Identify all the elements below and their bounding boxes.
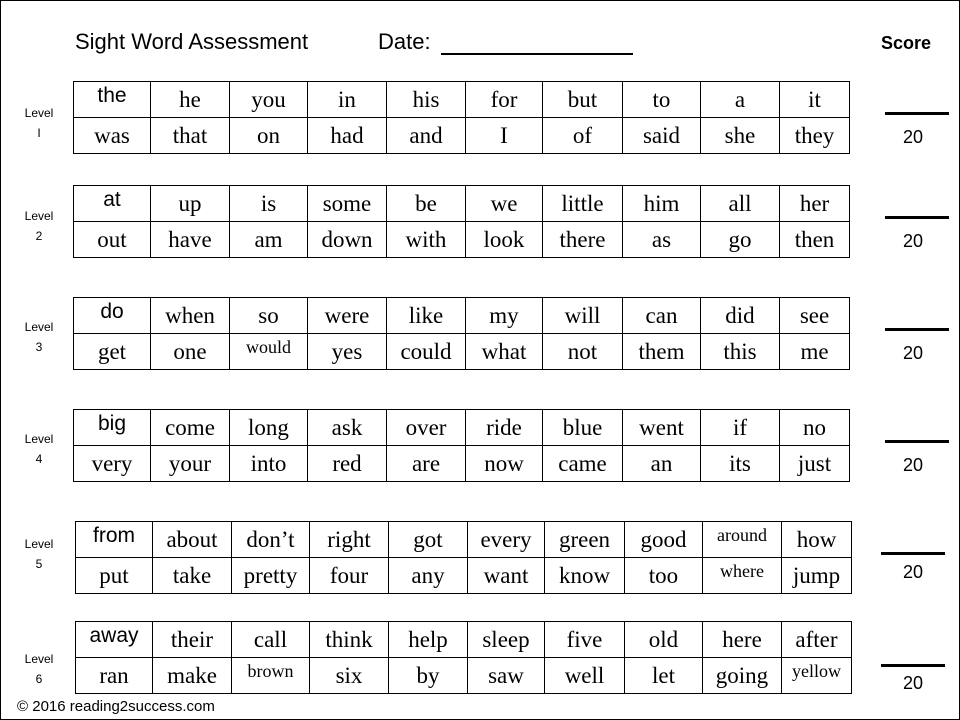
word-table (75, 621, 852, 694)
level-label-number: 2 (35, 229, 43, 243)
score-max: 20 (903, 127, 924, 147)
word-cell: any (389, 558, 468, 594)
table-row (74, 334, 850, 370)
word-cell: ran (76, 658, 153, 694)
word-cell: are (387, 446, 466, 482)
word-cell: if (701, 410, 780, 446)
word-cell: that (151, 118, 230, 154)
word-cell: every (468, 522, 545, 558)
word-cell: some (308, 186, 387, 222)
word-cell: me (780, 334, 850, 370)
score-blank-line (885, 328, 949, 331)
word-cell: good (625, 522, 703, 558)
word-cell: do (74, 298, 151, 334)
word-cell: to (623, 82, 701, 118)
word-cell: its (701, 446, 780, 482)
word-cell: make (153, 658, 232, 694)
word-cell: away (76, 622, 153, 658)
level-label-word: Level (24, 537, 54, 551)
word-cell: it (780, 82, 850, 118)
table-row (74, 298, 850, 334)
word-cell: just (780, 446, 850, 482)
level-label (21, 206, 57, 246)
word-cell: jump (782, 558, 852, 594)
level-label-number: 6 (35, 672, 43, 686)
word-cell: this (701, 334, 780, 370)
level-label-word: Level (24, 209, 54, 223)
word-cell: a (701, 82, 780, 118)
score-max: 20 (903, 673, 924, 693)
word-cell: them (623, 334, 701, 370)
word-cell: then (780, 222, 850, 258)
table-row (76, 622, 852, 658)
word-cell: were (308, 298, 387, 334)
level-label-word: Level (24, 652, 54, 666)
word-cell: an (623, 446, 701, 482)
word-cell: when (151, 298, 230, 334)
table-row (74, 446, 850, 482)
footer (17, 698, 215, 715)
score-max: 20 (903, 231, 924, 251)
level-label (21, 429, 57, 469)
word-cell: around (703, 522, 782, 558)
word-cell: think (310, 622, 389, 658)
word-cell: red (308, 446, 387, 482)
score-max: 20 (903, 343, 924, 363)
word-cell: on (230, 118, 308, 154)
word-cell: long (230, 410, 308, 446)
word-cell: brown (232, 658, 310, 694)
word-cell: call (232, 622, 310, 658)
word-cell: over (387, 410, 466, 446)
level-label-number: 4 (35, 452, 43, 466)
word-cell: they (780, 118, 850, 154)
level-label (21, 103, 57, 143)
word-cell: out (74, 222, 151, 258)
word-cell: in (308, 82, 387, 118)
score-blank-line (881, 552, 945, 555)
word-cell: I (466, 118, 543, 154)
score-blank-line (885, 112, 949, 115)
level-label-number: 3 (35, 340, 43, 354)
word-cell: but (543, 82, 623, 118)
level-label-word: Level (24, 320, 54, 334)
word-cell: would (230, 334, 308, 370)
level-label (21, 534, 57, 574)
word-cell: want (468, 558, 545, 594)
level-label-word: Level (24, 432, 54, 446)
word-cell: their (153, 622, 232, 658)
word-cell: after (782, 622, 852, 658)
word-cell: sleep (468, 622, 545, 658)
word-cell: up (151, 186, 230, 222)
level-label-number: 5 (35, 557, 43, 571)
level-label-number: I (37, 126, 41, 140)
word-cell: had (308, 118, 387, 154)
copyright-icon: © (17, 698, 29, 715)
word-cell: ask (308, 410, 387, 446)
word-cell: will (543, 298, 623, 334)
word-cell: so (230, 298, 308, 334)
word-cell: now (466, 446, 543, 482)
word-cell: pretty (232, 558, 310, 594)
word-cell: is (230, 186, 308, 222)
word-cell: five (545, 622, 625, 658)
table-row (76, 558, 852, 594)
word-table (75, 521, 852, 594)
word-cell: with (387, 222, 466, 258)
word-cell: well (545, 658, 625, 694)
table-row (76, 522, 852, 558)
word-cell: come (151, 410, 230, 446)
word-cell: ride (466, 410, 543, 446)
word-cell: at (74, 186, 151, 222)
word-cell: he (151, 82, 230, 118)
word-cell: no (780, 410, 850, 446)
word-cell: get (74, 334, 151, 370)
word-cell: saw (468, 658, 545, 694)
word-cell: am (230, 222, 308, 258)
word-cell: for (466, 82, 543, 118)
word-cell: very (74, 446, 151, 482)
word-cell: go (701, 222, 780, 258)
word-cell: let (625, 658, 703, 694)
word-cell: like (387, 298, 466, 334)
word-cell: as (623, 222, 701, 258)
word-cell: right (310, 522, 389, 558)
word-table (73, 297, 850, 370)
word-cell: the (74, 82, 151, 118)
score-heading: Score (881, 33, 932, 53)
word-cell: here (703, 622, 782, 658)
word-cell: one (151, 334, 230, 370)
word-cell: about (153, 522, 232, 558)
word-cell: how (782, 522, 852, 558)
word-cell: into (230, 446, 308, 482)
word-cell: take (153, 558, 232, 594)
word-cell: six (310, 658, 389, 694)
word-cell: your (151, 446, 230, 482)
word-cell: from (76, 522, 153, 558)
word-cell: by (389, 658, 468, 694)
word-cell: see (780, 298, 850, 334)
table-row (74, 410, 850, 446)
footer-text: 2016 reading2success.com (32, 698, 215, 715)
word-cell: was (74, 118, 151, 154)
word-cell: said (623, 118, 701, 154)
table-row (74, 186, 850, 222)
word-cell: what (466, 334, 543, 370)
word-cell: her (780, 186, 850, 222)
word-cell: could (387, 334, 466, 370)
table-row (74, 222, 850, 258)
word-cell: went (623, 410, 701, 446)
word-cell: old (625, 622, 703, 658)
word-cell: put (76, 558, 153, 594)
word-cell: she (701, 118, 780, 154)
word-cell: him (623, 186, 701, 222)
word-cell: big (74, 410, 151, 446)
page-title: Sight Word Assessment (75, 29, 309, 54)
word-cell: came (543, 446, 623, 482)
score-blank-line (885, 440, 949, 443)
word-cell: there (543, 222, 623, 258)
date-blank-line (441, 53, 633, 55)
word-table (73, 409, 850, 482)
word-cell: yes (308, 334, 387, 370)
word-cell: did (701, 298, 780, 334)
date-label: Date: (378, 29, 431, 54)
word-cell: four (310, 558, 389, 594)
level-label (21, 317, 57, 357)
word-cell: his (387, 82, 466, 118)
word-cell: going (703, 658, 782, 694)
level-label-word: Level (24, 106, 54, 120)
word-cell: know (545, 558, 625, 594)
word-cell: blue (543, 410, 623, 446)
word-cell: look (466, 222, 543, 258)
word-cell: we (466, 186, 543, 222)
word-cell: can (623, 298, 701, 334)
word-cell: of (543, 118, 623, 154)
table-row (74, 82, 850, 118)
word-cell: got (389, 522, 468, 558)
word-cell: have (151, 222, 230, 258)
word-cell: my (466, 298, 543, 334)
word-cell: yellow (782, 658, 852, 694)
word-cell: and (387, 118, 466, 154)
score-max: 20 (903, 455, 924, 475)
table-row (76, 658, 852, 694)
word-cell: where (703, 558, 782, 594)
word-cell: down (308, 222, 387, 258)
score-max: 20 (903, 562, 924, 582)
table-row (74, 118, 850, 154)
word-cell: little (543, 186, 623, 222)
word-cell: all (701, 186, 780, 222)
score-blank-line (881, 664, 945, 667)
word-cell: you (230, 82, 308, 118)
score-blank-line (885, 216, 949, 219)
word-table (73, 185, 850, 258)
word-cell: too (625, 558, 703, 594)
word-cell: green (545, 522, 625, 558)
level-label (21, 649, 57, 689)
word-cell: not (543, 334, 623, 370)
word-cell: be (387, 186, 466, 222)
word-cell: help (389, 622, 468, 658)
word-cell: don’t (232, 522, 310, 558)
word-table (73, 81, 850, 154)
